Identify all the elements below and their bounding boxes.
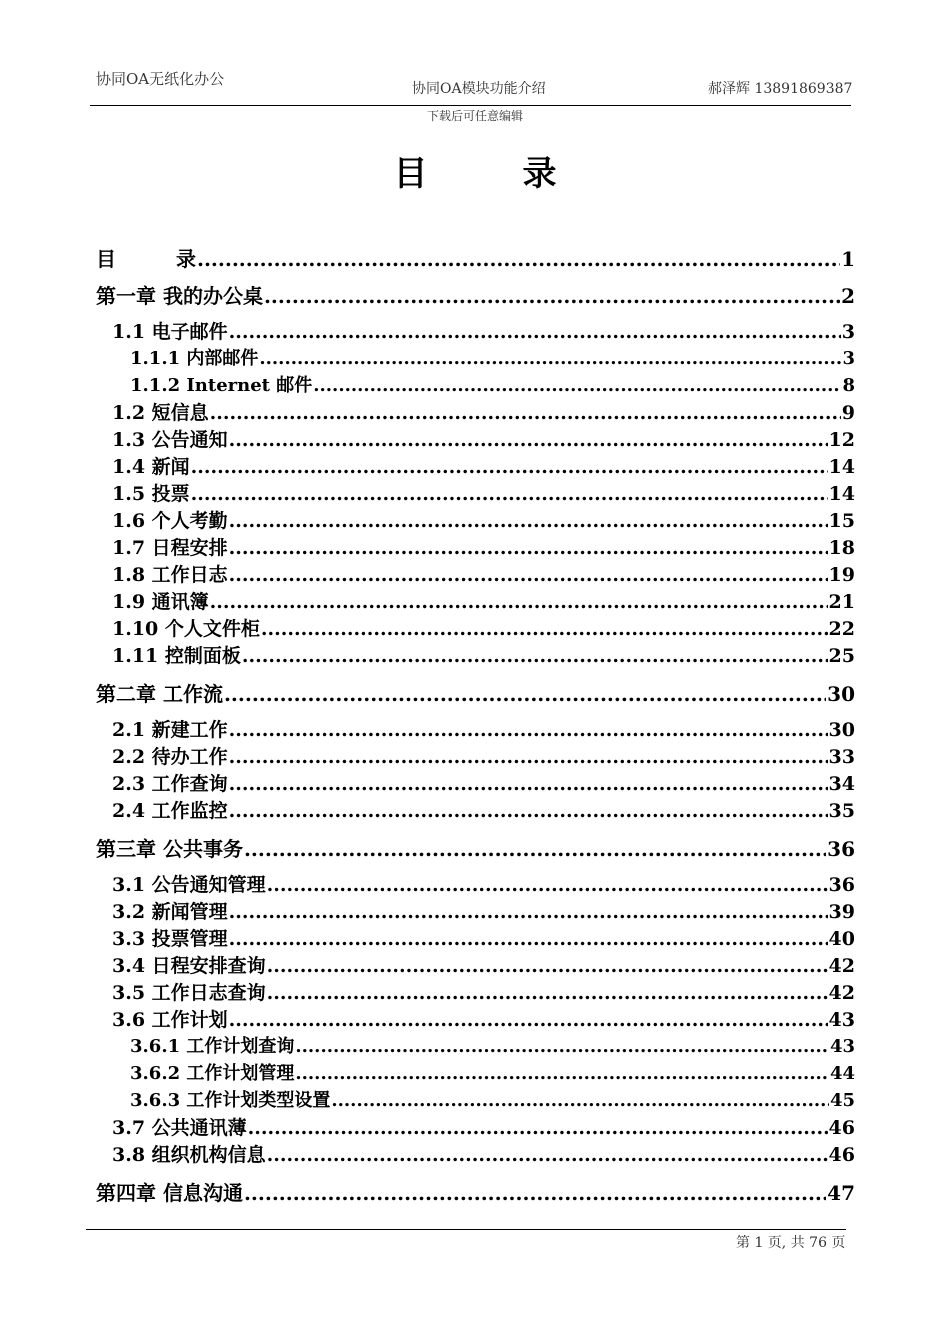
toc-entry-label: 1.9 通讯簿 bbox=[112, 591, 209, 613]
toc-entry-label: 1.3 公告通知 bbox=[112, 429, 228, 451]
toc-entry[interactable] bbox=[96, 978, 855, 1005]
toc-entry[interactable] bbox=[96, 243, 855, 272]
toc-entry[interactable] bbox=[96, 1059, 855, 1085]
toc-entry-page: 34 bbox=[828, 773, 855, 795]
header-subtitle: 下载后可任意编辑 bbox=[426, 109, 523, 123]
toc-leader-dots bbox=[191, 456, 828, 478]
toc-entry[interactable] bbox=[96, 833, 855, 862]
toc-entry[interactable] bbox=[96, 506, 855, 533]
toc-entry-page: 14 bbox=[828, 456, 855, 478]
toc-entry[interactable] bbox=[96, 1005, 855, 1032]
toc-entry-page: 18 bbox=[828, 537, 855, 559]
toc-leader-dots bbox=[229, 510, 828, 532]
toc-entry[interactable] bbox=[96, 1032, 855, 1058]
toc-leader-dots bbox=[248, 1117, 828, 1139]
toc-entry-page: 2 bbox=[841, 284, 855, 308]
toc-entry-page: 3 bbox=[842, 348, 855, 369]
toc-entry[interactable] bbox=[96, 587, 855, 614]
toc-entry-label: 3.6.3 工作计划类型设置 bbox=[130, 1090, 331, 1111]
toc-entry-page: 45 bbox=[829, 1090, 855, 1111]
toc-leader-dots bbox=[229, 564, 828, 586]
toc-entry-label: 1.1.1 内部邮件 bbox=[130, 348, 259, 369]
toc-entry[interactable] bbox=[96, 924, 855, 951]
toc-entry-label: 3.7 公共通讯薄 bbox=[112, 1117, 247, 1139]
toc-entry-label: 第三章 公共事务 bbox=[96, 837, 243, 861]
toc-leader-dots bbox=[229, 928, 828, 950]
toc-entry[interactable] bbox=[96, 951, 855, 978]
toc-entry-page: 1 bbox=[841, 247, 855, 271]
toc-leader-dots bbox=[267, 982, 828, 1004]
footer-divider bbox=[86, 1229, 846, 1230]
toc-entry-label: 3.1 公告通知管理 bbox=[112, 874, 266, 896]
toc-entry-page: 40 bbox=[828, 928, 855, 950]
toc-leader-dots bbox=[229, 800, 828, 822]
toc-entry-page: 33 bbox=[828, 746, 855, 768]
toc-entry[interactable] bbox=[96, 1177, 855, 1206]
toc-entry-page: 21 bbox=[828, 591, 855, 613]
header-right-text: 郝泽辉 13891869387 bbox=[708, 81, 853, 97]
toc-entry[interactable] bbox=[96, 614, 855, 641]
toc-entry[interactable] bbox=[96, 425, 855, 452]
toc-entry-label: 3.2 新闻管理 bbox=[112, 901, 228, 923]
toc-entry-page: 35 bbox=[828, 800, 855, 822]
toc-entry-label: 1.2 短信息 bbox=[112, 402, 209, 424]
header-center-text: 协同OA模块功能介绍 bbox=[412, 81, 546, 97]
toc-entry-label: 3.6.2 工作计划管理 bbox=[130, 1063, 295, 1084]
toc-entry-label: 3.8 组织机构信息 bbox=[112, 1144, 266, 1166]
toc-entry-label: 1.4 新闻 bbox=[112, 456, 190, 478]
toc-entry[interactable] bbox=[96, 398, 855, 425]
toc-leader-dots bbox=[295, 1063, 829, 1084]
toc-leader-dots bbox=[267, 955, 828, 977]
toc-entry[interactable] bbox=[96, 769, 855, 796]
toc-leader-dots bbox=[267, 1144, 828, 1166]
toc-entry-label: 1.7 日程安排 bbox=[112, 537, 228, 559]
toc-entry-page: 46 bbox=[828, 1144, 855, 1166]
toc-entry[interactable] bbox=[96, 280, 855, 309]
toc-entry-page: 44 bbox=[829, 1063, 855, 1084]
toc-leader-dots bbox=[229, 537, 828, 559]
toc-entry[interactable] bbox=[96, 678, 855, 707]
toc-entry-label: 第二章 工作流 bbox=[96, 682, 223, 706]
toc-leader-dots bbox=[244, 837, 826, 861]
toc-entry-page: 43 bbox=[828, 1009, 855, 1031]
toc-leader-dots bbox=[229, 773, 828, 795]
toc-entry[interactable] bbox=[96, 870, 855, 897]
toc-entry-label: 第一章 我的办公桌 bbox=[96, 284, 263, 308]
toc-entry-label: 2.2 待办工作 bbox=[112, 746, 228, 768]
toc-leader-dots bbox=[210, 402, 841, 424]
toc-leader-dots bbox=[259, 348, 841, 369]
toc-leader-dots bbox=[229, 901, 828, 923]
toc-entry[interactable] bbox=[96, 344, 855, 370]
toc-entry-page: 25 bbox=[828, 645, 855, 667]
toc-entry-label: 2.4 工作监控 bbox=[112, 800, 228, 822]
toc-entry-label: 1.8 工作日志 bbox=[112, 564, 228, 586]
toc-leader-dots bbox=[313, 375, 841, 396]
toc-leader-dots bbox=[244, 1181, 826, 1205]
toc-entry-page: 36 bbox=[828, 874, 855, 896]
toc-entry-label: 第四章 信息沟通 bbox=[96, 1181, 243, 1205]
toc-leader-dots bbox=[242, 645, 828, 667]
toc-entry-label: 1.1 电子邮件 bbox=[112, 321, 228, 343]
toc-entry-page: 22 bbox=[828, 618, 855, 640]
toc-entry-label: 1.5 投票 bbox=[112, 483, 190, 505]
toc-entry-label: 1.1.2 Internet 邮件 bbox=[130, 375, 313, 396]
toc-entry-label: 3.4 日程安排查询 bbox=[112, 955, 266, 977]
toc-entry[interactable] bbox=[96, 371, 855, 397]
toc-entry-label: 2.3 工作查询 bbox=[112, 773, 228, 795]
toc-leader-dots bbox=[267, 874, 828, 896]
toc-entry[interactable] bbox=[96, 1113, 855, 1140]
toc-entry-page: 14 bbox=[828, 483, 855, 505]
toc-leader-dots bbox=[191, 483, 828, 505]
toc-leader-dots bbox=[264, 284, 840, 308]
toc-leader-dots bbox=[295, 1036, 829, 1057]
header-left-text: 协同OA无纸化办公 bbox=[96, 70, 225, 88]
toc-entry[interactable] bbox=[96, 641, 855, 668]
toc-entry[interactable] bbox=[96, 742, 855, 769]
footer-page-number: 第 1 页, 共 76 页 bbox=[736, 1235, 846, 1251]
toc-leader-dots bbox=[229, 321, 841, 343]
toc-entry-page: 46 bbox=[828, 1117, 855, 1139]
toc-entry-label: 1.10 个人文件柜 bbox=[112, 618, 260, 640]
toc-entry-page: 42 bbox=[828, 955, 855, 977]
toc-entry-page: 43 bbox=[829, 1036, 855, 1057]
toc-entry-label: 1.6 个人考勤 bbox=[112, 510, 228, 532]
toc-entry-page: 15 bbox=[828, 510, 855, 532]
toc-entry-label: 3.6 工作计划 bbox=[112, 1009, 228, 1031]
page-title: 目录 bbox=[393, 154, 652, 194]
toc-entry-page: 36 bbox=[827, 837, 855, 861]
toc-entry[interactable] bbox=[96, 317, 855, 344]
toc-entry-page: 9 bbox=[841, 402, 855, 424]
toc-entry-page: 30 bbox=[827, 682, 855, 706]
toc-entry-label: 2.1 新建工作 bbox=[112, 719, 228, 741]
toc-entry-label: 3.5 工作日志查询 bbox=[112, 982, 266, 1004]
toc-entry-page: 8 bbox=[842, 375, 855, 396]
toc-entry-page: 12 bbox=[828, 429, 855, 451]
toc-leader-dots bbox=[224, 682, 826, 706]
toc-leader-dots bbox=[331, 1090, 829, 1111]
toc-entry-label: 1.11 控制面板 bbox=[112, 645, 241, 667]
toc-entry-page: 47 bbox=[827, 1181, 855, 1205]
toc-leader-dots bbox=[261, 618, 828, 640]
toc-entry-label: 3.3 投票管理 bbox=[112, 928, 228, 950]
toc-entry[interactable] bbox=[96, 1140, 855, 1167]
toc-entry[interactable] bbox=[96, 796, 855, 823]
toc-entry-page: 19 bbox=[828, 564, 855, 586]
toc-entry-label: 目 录 bbox=[96, 247, 196, 271]
toc-entry[interactable] bbox=[96, 560, 855, 587]
toc-entry[interactable] bbox=[96, 533, 855, 560]
toc-leader-dots bbox=[210, 591, 828, 613]
toc-leader-dots bbox=[229, 1009, 828, 1031]
toc-entry-label: 3.6.1 工作计划查询 bbox=[130, 1036, 295, 1057]
toc-leader-dots bbox=[197, 247, 840, 271]
toc-leader-dots bbox=[229, 719, 828, 741]
toc-entry-page: 39 bbox=[828, 901, 855, 923]
toc-entry[interactable] bbox=[96, 715, 855, 742]
toc-leader-dots bbox=[229, 746, 828, 768]
toc-entry[interactable] bbox=[96, 897, 855, 924]
toc-leader-dots bbox=[229, 429, 828, 451]
header-divider bbox=[90, 105, 851, 106]
toc-entry[interactable] bbox=[96, 1086, 855, 1112]
toc-entry-page: 3 bbox=[841, 321, 855, 343]
toc-entry-page: 30 bbox=[828, 719, 855, 741]
toc-entry[interactable] bbox=[96, 479, 855, 506]
toc-entry[interactable] bbox=[96, 452, 855, 479]
toc-entry-page: 42 bbox=[828, 982, 855, 1004]
